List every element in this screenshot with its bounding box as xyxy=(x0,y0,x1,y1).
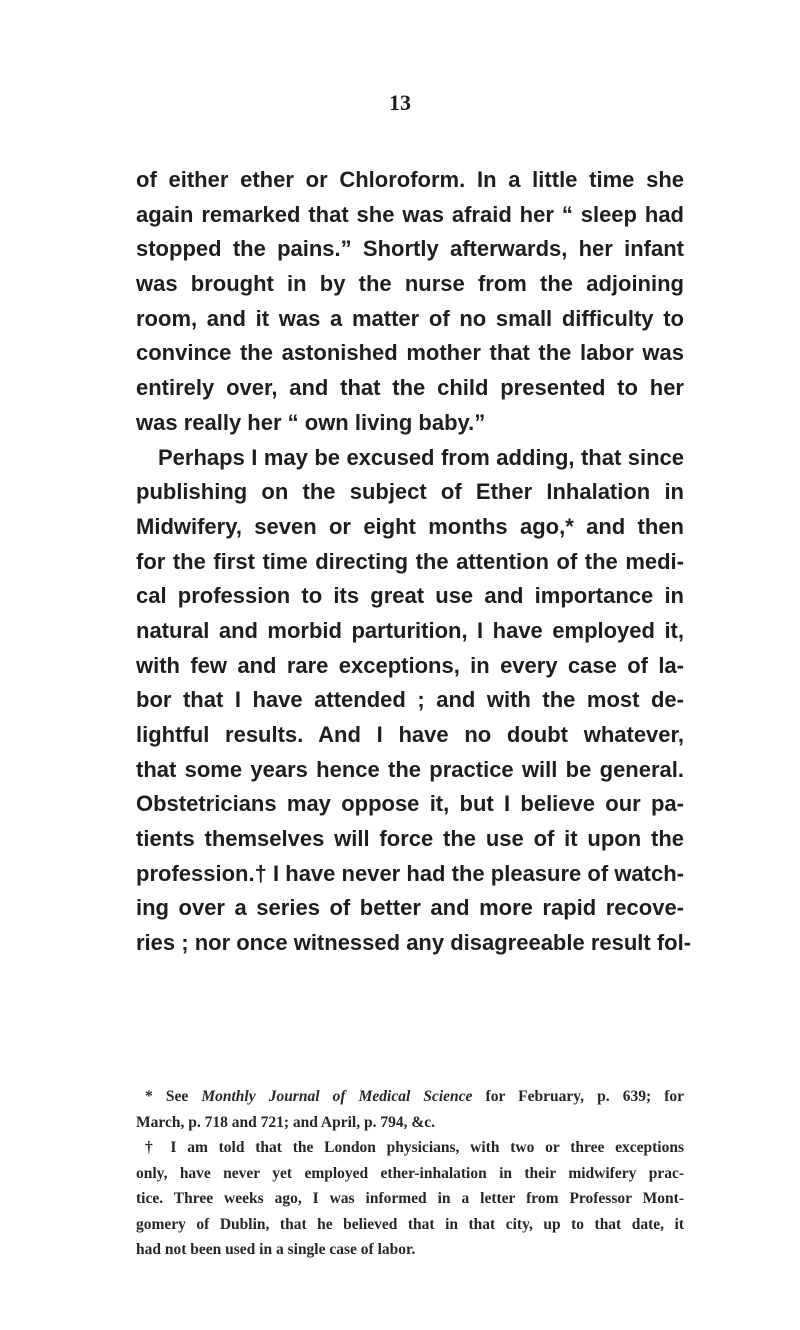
body-text xyxy=(136,163,692,961)
footnotes xyxy=(136,1084,684,1263)
footnote-line xyxy=(136,1084,684,1110)
text-line: for the first time directing the attention of the medi- xyxy=(136,548,684,574)
text-line: stopped the pains.” Shortly afterwards, her infant xyxy=(136,236,684,262)
footnote-line: only, have never yet employed ether-inhalation in their midwifery prac- xyxy=(136,1164,684,1182)
footnote-line: gomery of Dublin, that he believed that in that city, up to that date, it xyxy=(136,1215,684,1233)
footnote-line: had not been used in a single case of labor. xyxy=(136,1241,416,1258)
text-line: entirely over, and that the child presented to her xyxy=(136,375,684,401)
footnote-line: tice. Three weeks ago, I was informed in a letter from Professor Mont- xyxy=(136,1190,684,1207)
text-line: profession.† I have never had the pleasure of watch- xyxy=(136,860,684,886)
text-line: again remarked that she was afraid her “ sleep had xyxy=(136,201,684,227)
text-line: was really her “ own living baby.” xyxy=(136,409,486,435)
text-line: Obstetricians may oppose it, but I believe our pa- xyxy=(136,791,684,817)
text-line: cal profession to its great use and importance in xyxy=(136,583,684,609)
text-line: was brought in by the nurse from the adjoining xyxy=(136,271,684,297)
text-line: with few and rare exceptions, in every case of la- xyxy=(136,652,684,678)
text-line: publishing on the subject of Ether Inhalation in xyxy=(136,479,684,505)
text-line: of either ether or Chloroform. In a little time she xyxy=(136,167,684,192)
text-line: room, and it was a matter of no small difficulty to xyxy=(136,305,684,331)
text-line: ries ; nor once witnessed any disagreeable result fol- xyxy=(136,930,692,956)
text-line: ing over a series of better and more rapid recove- xyxy=(136,895,684,921)
text-line: convince the astonished mother that the labor was xyxy=(136,340,684,366)
text-line: tients themselves will force the use of it upon the xyxy=(136,826,684,852)
journal-title: Monthly Journal of Medical Science xyxy=(201,1088,473,1105)
text-line: that some years hence the practice will be general. xyxy=(136,756,684,782)
footnote-line: † I am told that the London physicians, with two or three exceptions xyxy=(145,1139,684,1156)
text-line: bor that I have attended ; and with the most de- xyxy=(136,687,684,713)
footnote-line: March, p. 718 and 721; and April, p. 794, &c. xyxy=(136,1113,435,1131)
text-line: natural and morbid parturition, I have employed it, xyxy=(136,617,684,643)
text-line: Perhaps I may be excused from adding, that since xyxy=(158,444,684,470)
text-line: Midwifery, seven or eight months ago,* and then xyxy=(136,513,684,539)
page-number: 13 xyxy=(389,90,411,115)
text-line: lightful results. And I have no doubt whatever, xyxy=(136,722,684,747)
footnote-text: * See xyxy=(145,1088,202,1105)
footnote-text: for February, p. 639; for xyxy=(472,1088,684,1105)
